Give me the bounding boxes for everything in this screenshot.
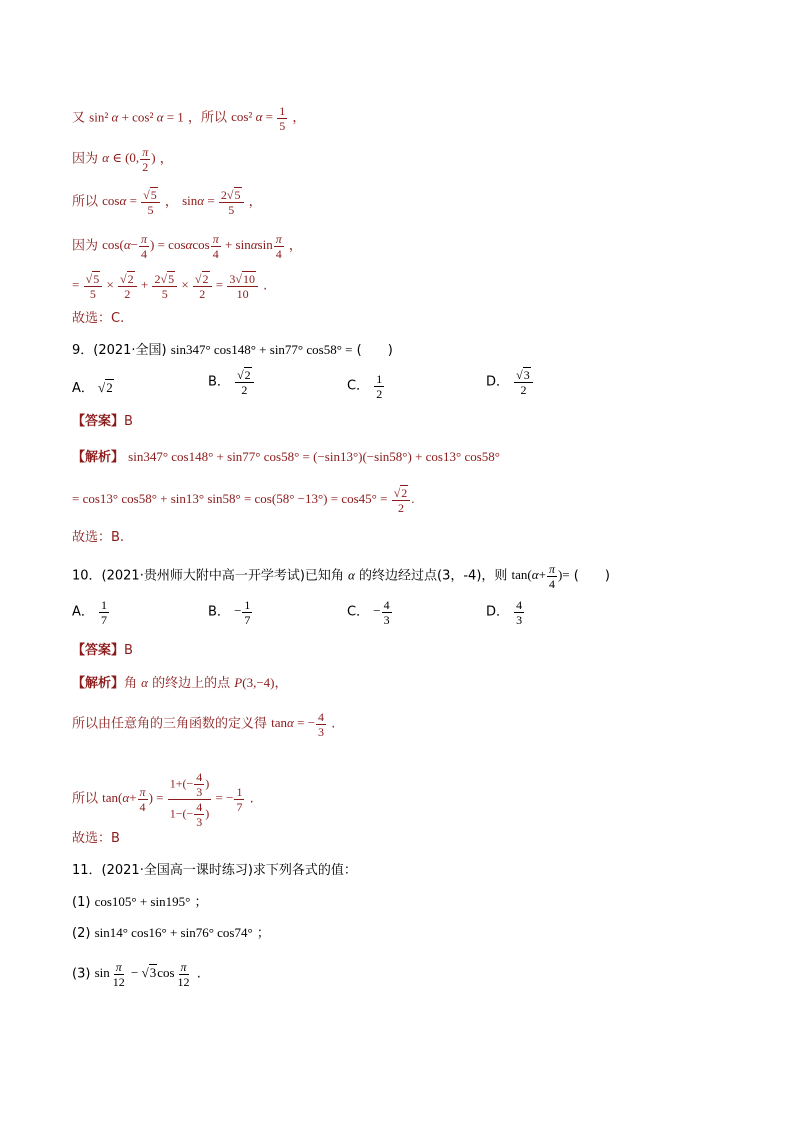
answer-tag: 【答案】 [72,643,125,658]
text: ( ) [573,568,610,584]
option-a [72,377,114,396]
formula: $\frac{√2}{2}$ [234,373,255,388]
formula: − $\frac{1}{7}$ [234,598,251,627]
solution-line-3 [72,188,262,217]
solution-line-4 [72,232,302,261]
formula: cos(α− $\frac{\pi}{4}$ ) = cosαcos $\frac{\pi}{4}$ + sinαsin $\frac{\pi}{4}$ [102,232,282,261]
text: 又 [72,110,86,126]
formula: √2 [98,380,113,395]
question-number: 10．(2021·贵州师大附中高一开学考试)已知角 [72,568,344,584]
conclusion-9: 故选：B. [72,530,125,545]
formula: tanα = − $\frac{4}{3}$ [271,710,325,739]
option-label: C． [347,378,370,394]
text: ， [274,676,288,691]
option-a [72,598,110,627]
question-number: 9．(2021·全国) [72,343,167,358]
text: ， [288,238,302,254]
option-label: A． [72,381,94,396]
solution-line-5 [72,272,267,301]
formula: sin $\frac{\pi}{12}$ − √3cos $\frac{\pi}{12}$ [94,960,190,989]
formula: = cos13° cos58° + sin13° sin58° = cos(58° −13°) = cos45° = $\frac{√2}{2}$ . [72,486,415,515]
text: ，所以 [187,110,227,126]
question-10 [72,562,610,591]
solution-line-2 [72,145,173,174]
option-d [486,368,534,397]
analysis-9-line-1 [72,449,500,466]
conclusion-10: 故选：B [72,831,120,846]
analysis-9-line-2 [72,486,415,515]
option-label: A． [72,604,94,620]
question-11-part-3 [72,960,201,989]
option-label: C． [347,604,370,620]
formula: cos² α = $\frac{1}{5}$ [231,104,286,133]
formula: cos105° + sin195° [94,894,191,909]
text: ； [256,926,270,941]
option-c [347,598,393,627]
formula: tan(α+ $\frac{\pi}{4}$ )= [511,562,570,591]
analysis-10-line-2 [72,710,335,739]
answer-value: B [124,414,133,429]
formula: $\frac{4}{3}$ [516,598,523,627]
formula: α ∈ (0, $\frac{\pi}{2}$ ) [102,145,156,174]
text: 因为 [72,238,99,254]
text: 所以 [72,194,99,210]
text: . [249,791,254,807]
text: 因为 [72,151,99,167]
formula: α [141,675,148,690]
option-b [208,368,255,397]
question-11: 11．(2021·全国高一课时练习)求下列各式的值： [72,863,357,878]
conclusion-c: 故选：C. [72,311,125,326]
formula: $\frac{√3}{2}$ [513,373,534,388]
analysis-10-line-3 [72,770,254,829]
formula: sinα = $\frac{2√5}{5}$ [182,193,244,208]
text: ， [248,194,262,210]
formula: P(3,−4) [234,675,275,690]
formula: $\frac{1}{7}$ [101,598,108,627]
text: 的终边经过点(3，-4)，则 [359,568,508,584]
analysis-10-line-1 [72,675,288,692]
formula: − $\frac{4}{3}$ [373,598,390,627]
text: . [196,966,201,982]
answer-value: B [124,643,133,658]
option-b [208,598,253,627]
answer-10 [72,643,133,659]
text: 的终边上的点 [152,676,231,691]
option-label: D． [486,374,510,390]
part-label: (3) [72,966,91,982]
text: . [331,716,336,732]
formula: sin347° cos148° + sin77° cos58° = [170,342,353,357]
solution-line-1 [72,104,305,133]
text: . [263,278,268,294]
option-c [347,372,385,401]
text: ； [194,895,208,910]
answer-tag: 【答案】 [72,414,125,429]
formula: = $\frac{√5}{5}$ × $\frac{√2}{2}$ + $\frac{2√5}{5}$ × $\frac{√2}{2}$ = $\frac{3√10}{10}$ [72,277,259,292]
formula: sin347° cos148° + sin77° cos58° = (−sin13°)(−sin58°) + cos13° cos58° [128,449,500,464]
text: 所以 [72,791,99,807]
formula: $\frac{1}{2}$ [376,372,383,401]
formula: sin14° cos16° + sin76° cos74° [94,925,253,940]
text: ， [164,194,178,210]
analysis-tag: 【解析】 [72,450,125,465]
text: ( ) [356,343,393,358]
option-label: B． [208,374,230,390]
question-11-part-1 [72,894,207,911]
question-11-part-2 [72,925,270,942]
formula: α [348,567,355,583]
text: 所以由任意角的三角函数的定义得 [72,716,268,732]
part-label: (1) [72,895,91,910]
analysis-tag: 【解析】 [72,676,125,691]
text: ， [159,151,173,167]
question-9 [72,342,393,359]
formula: cosα = $\frac{√5}{5}$ [102,193,161,208]
part-label: (2) [72,926,91,941]
option-d [486,598,525,627]
option-label: B． [208,604,230,620]
formula: sin² α + cos² α = 1 [89,109,184,125]
text: 角 [124,676,138,691]
formula: tan(α+ $\frac{\pi}{4}$ ) = 1+(− $\frac{4}{3}$ ) 1−(− $\frac{4}{3}$ ) = − $\frac{1}{7}$ [102,770,243,829]
text: ， [292,110,306,126]
answer-9 [72,414,133,430]
option-label: D． [486,604,510,620]
